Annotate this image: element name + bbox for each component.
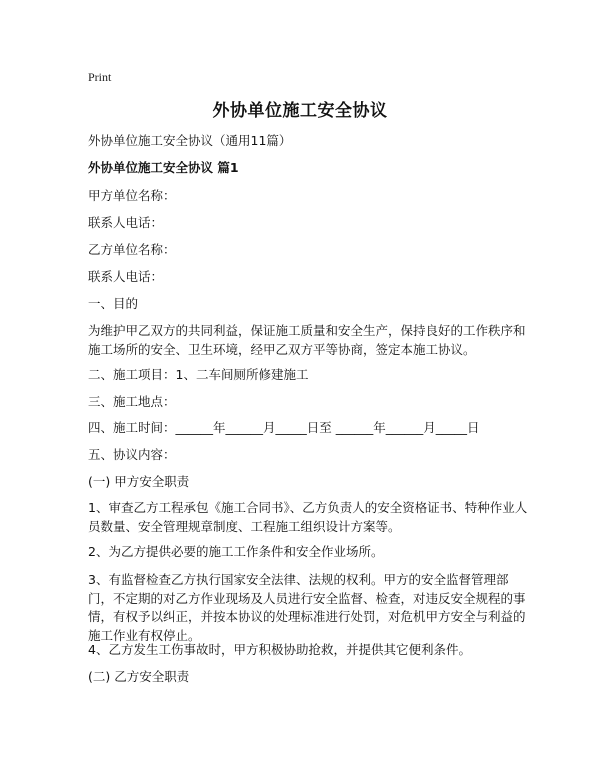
subsection-1-paragraph-4: 4、乙方发生工伤事故时，甲方积极协助抢救，并提供其它便利条件。 [88, 642, 471, 657]
party-a-phone-field: 联系人电话： [88, 215, 164, 230]
subsection-1-heading: (一) 甲方安全职责 [88, 474, 190, 489]
item-3-location: 三、施工地点： [88, 394, 176, 409]
item-2-project: 二、施工项目：1、二车间厕所修建施工 [88, 367, 309, 382]
item-4-time: 四、施工时间：______年______月_____日至 ______年______月_____日 [88, 420, 480, 435]
party-b-name-field: 乙方单位名称： [88, 242, 176, 257]
subsection-1-paragraph-2: 2、为乙方提供必要的施工工作条件和安全作业场所。 [88, 544, 384, 559]
section-heading: 外协单位施工安全协议 篇1 [88, 160, 239, 175]
item-1-body: 为维护甲乙双方的共同利益，保证施工质量和安全生产，保持良好的工作秩序和施工场所的安全、卫生环境，经甲乙双方平等协商，签定本施工协议。 [88, 323, 526, 357]
party-b-phone-field: 联系人电话： [88, 269, 164, 284]
item-5-contents: 五、协议内容： [88, 447, 176, 462]
party-a-name-field: 甲方单位名称： [88, 188, 176, 203]
document-subtitle: 外协单位施工安全协议（通用11篇） [88, 133, 292, 148]
item-1-heading: 一、目的 [88, 296, 139, 311]
subsection-2-heading: (二) 乙方安全职责 [88, 669, 190, 684]
subsection-1-paragraph-1: 1、审查乙方工程承包《施工合同书》、乙方负责人的安全资格证书、特种作业人员数量、安全管理规章制度、工程施工组织设计方案等。 [88, 500, 528, 534]
print-label: Print [88, 70, 112, 84]
subsection-1-paragraph-3: 3、有监督检查乙方执行国家安全法律、法规的权利。甲方的安全监督管理部门，不定期的对乙方作业现场及人员进行安全监督、检查，对违反安全规程的事情，有权予以纠正，并按本协议的处理标准进行处罚，对危机甲方安全与利益的施工作业有权停止。 [88, 572, 526, 643]
document-title: 外协单位施工安全协议 [212, 101, 388, 121]
